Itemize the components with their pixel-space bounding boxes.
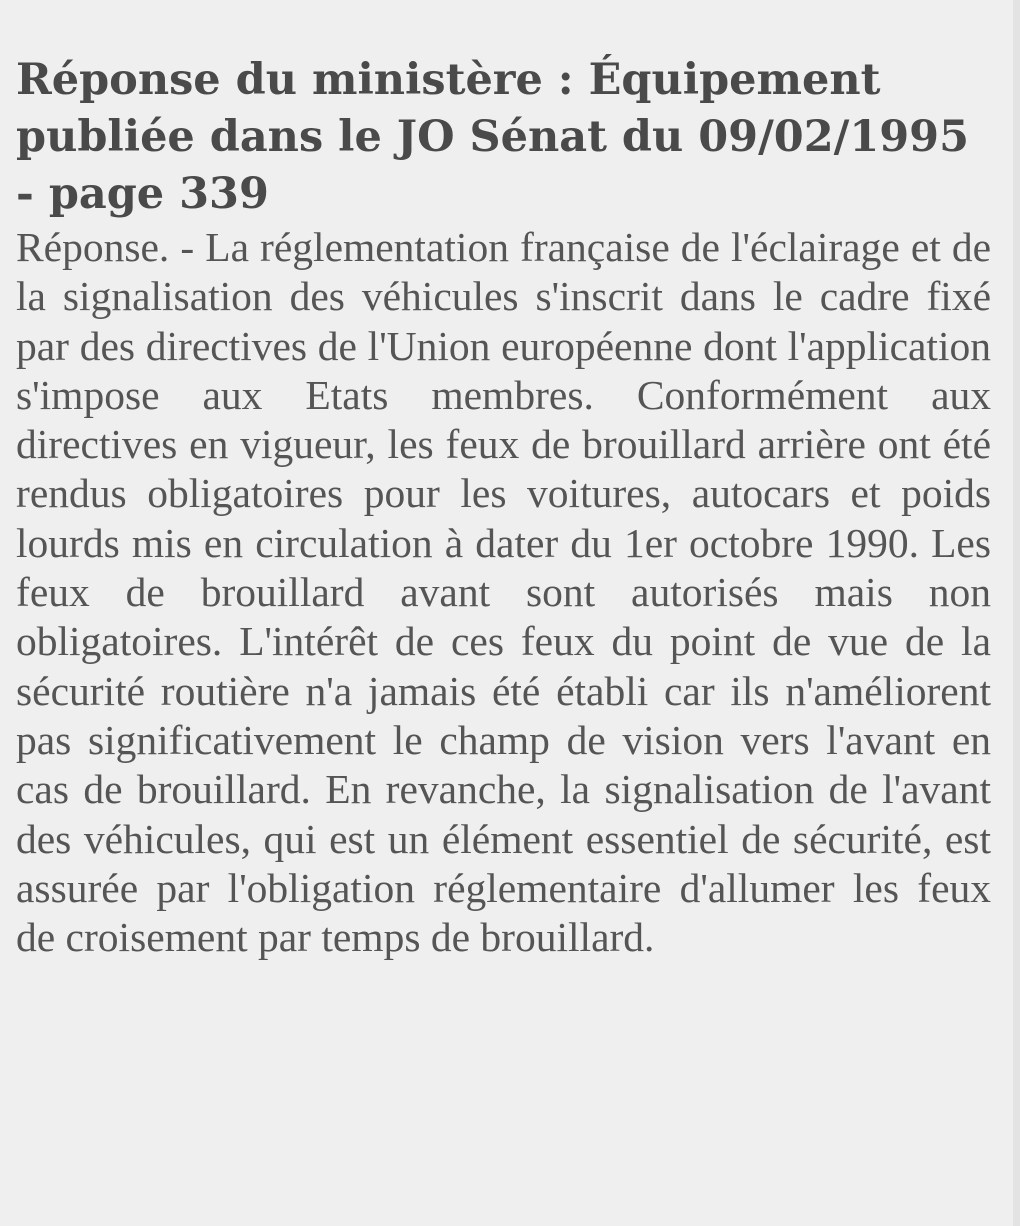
answer-title: Réponse du ministère : Équipement publiée dans le JO Sénat du 09/02/1995 - page 339 — [16, 55, 969, 219]
answer-body: Réponse. - La réglementation française de l'éclairage et de la signalisation des véhicules s'inscrit dans le cadre fixé par des directives de l'Union européenne dont l'application s'impose aux Etats membres. Conformément aux directives en vigueur, les feux de brouillard arrière ont été rendus obligatoires pour les voitures, autocars et poids lourds mis en circulation à dater du 1er octobre 1990. Les feux de brouillard avant sont autorisés mais non obligatoires. L'intérêt de ces feux du point de vue de la sécurité routière n'a jamais été établi car ils n'améliorent pas significativement le champ de vision vers l'avant en cas de brouillard. En revanche, la signalisation de l'avant des véhicules, qui est un élément essentiel de sécurité, est assurée par l'obligation réglementaire d'allumer les feux de croisement par temps de brouillard. — [16, 224, 991, 961]
ministry-answer — [16, 52, 991, 962]
scroll-edge — [1013, 0, 1020, 1226]
